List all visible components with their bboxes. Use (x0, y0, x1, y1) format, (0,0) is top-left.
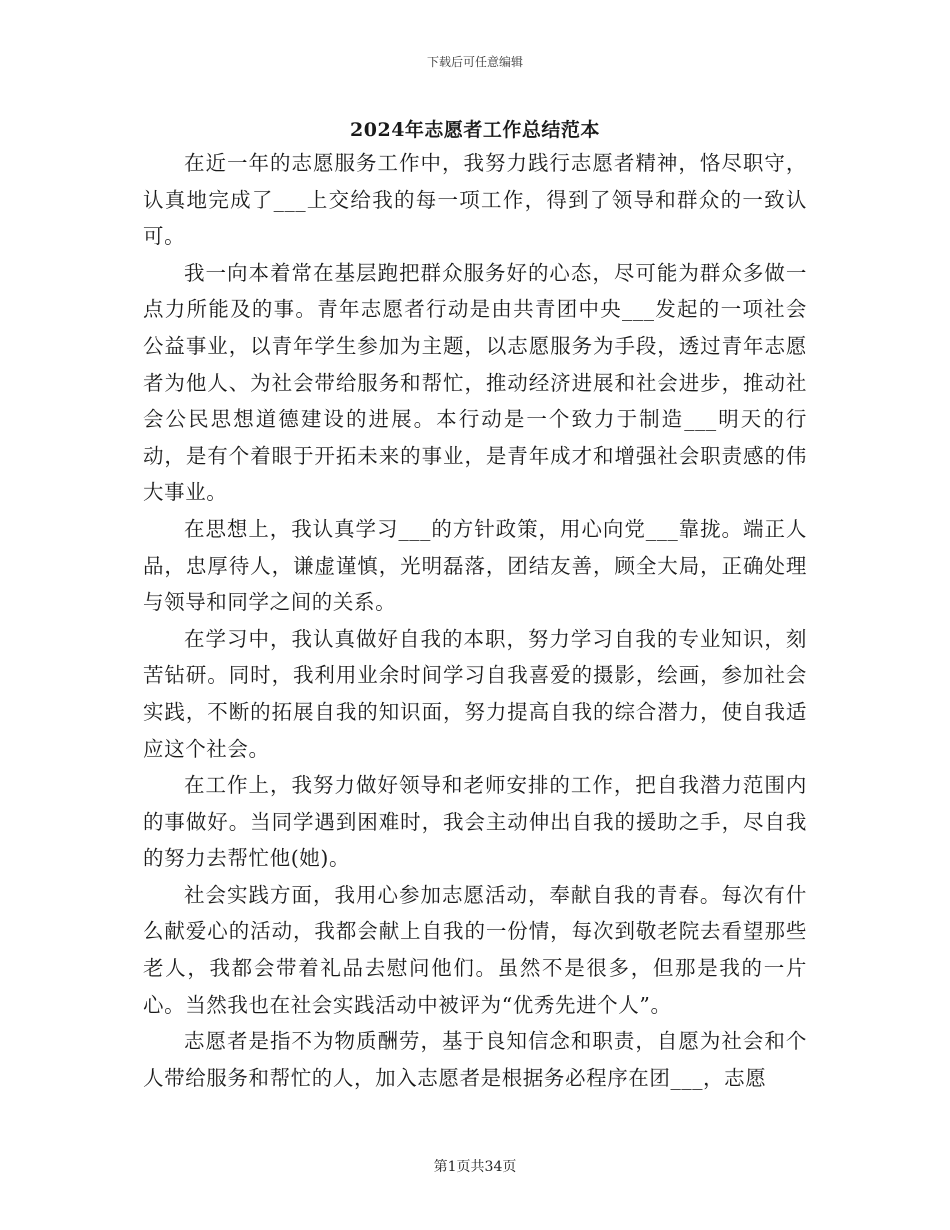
paragraph: 志愿者是指不为物质酬劳，基于良知信念和职责，自愿为社会和个人带给服务和帮忙的人，加入志愿者是根据务必程序在团___，志愿 (143, 1029, 807, 1090)
paragraph: 我一向本着常在基层跑把群众服务好的心态，尽可能为群众多做一点力所能及的事。青年志愿者行动是由共青团中央___发起的一项社会公益事业，以青年学生参加为主题，以志愿服务为手段，透过青年志愿者为他人、为社会带给服务和帮忙，推动经济进展和社会进步，推动社会公民思想道德建设的进展。本行动是一个致力于制造___明天的行动，是有个着眼于开拓未来的事业，是青年成才和增强社会职责感的伟大事业。 (143, 260, 807, 505)
paragraph: 社会实践方面，我用心参加志愿活动，奉献自我的青春。每次有什么献爱心的活动，我都会献上自我的一份情，每次到敬老院去看望那些老人，我都会带着礼品去慰问他们。虽然不是很多，但那是我的一片心。当然我也在社会实践活动中被评为“优秀先进个人”。 (143, 882, 807, 1017)
paragraph: 在学习中，我认真做好自我的本职，努力学习自我的专业知识，刻苦钻研。同时，我利用业余时间学习自我喜爱的摄影，绘画，参加社会实践，不断的拓展自我的知识面，努力提高自我的综合潜力，使自我适应这个社会。 (143, 626, 807, 761)
paragraph: 在近一年的志愿服务工作中，我努力践行志愿者精神，恪尽职守，认真地完成了___上交给我的每一项工作，得到了领导和群众的一致认可。 (143, 151, 807, 249)
paragraph: 在思想上，我认真学习___的方针政策，用心向党___靠拢。端正人品，忠厚待人，谦虚谨慎，光明磊落，团结友善，顾全大局，正确处理与领导和同学之间的关系。 (143, 516, 807, 615)
page-header-note: 下载后可任意编辑 (426, 55, 523, 69)
document-title: 2024年志愿者工作总结范本 (350, 119, 600, 141)
page-number: 第1页共34页 (433, 1159, 517, 1175)
paragraph: 在工作上，我努力做好领导和老师安排的工作，把自我潜力范围内的事做好。当同学遇到困难时，我会主动伸出自我的援助之手，尽自我的努力去帮忙他(她)。 (143, 773, 807, 871)
document-body (143, 145, 807, 1096)
